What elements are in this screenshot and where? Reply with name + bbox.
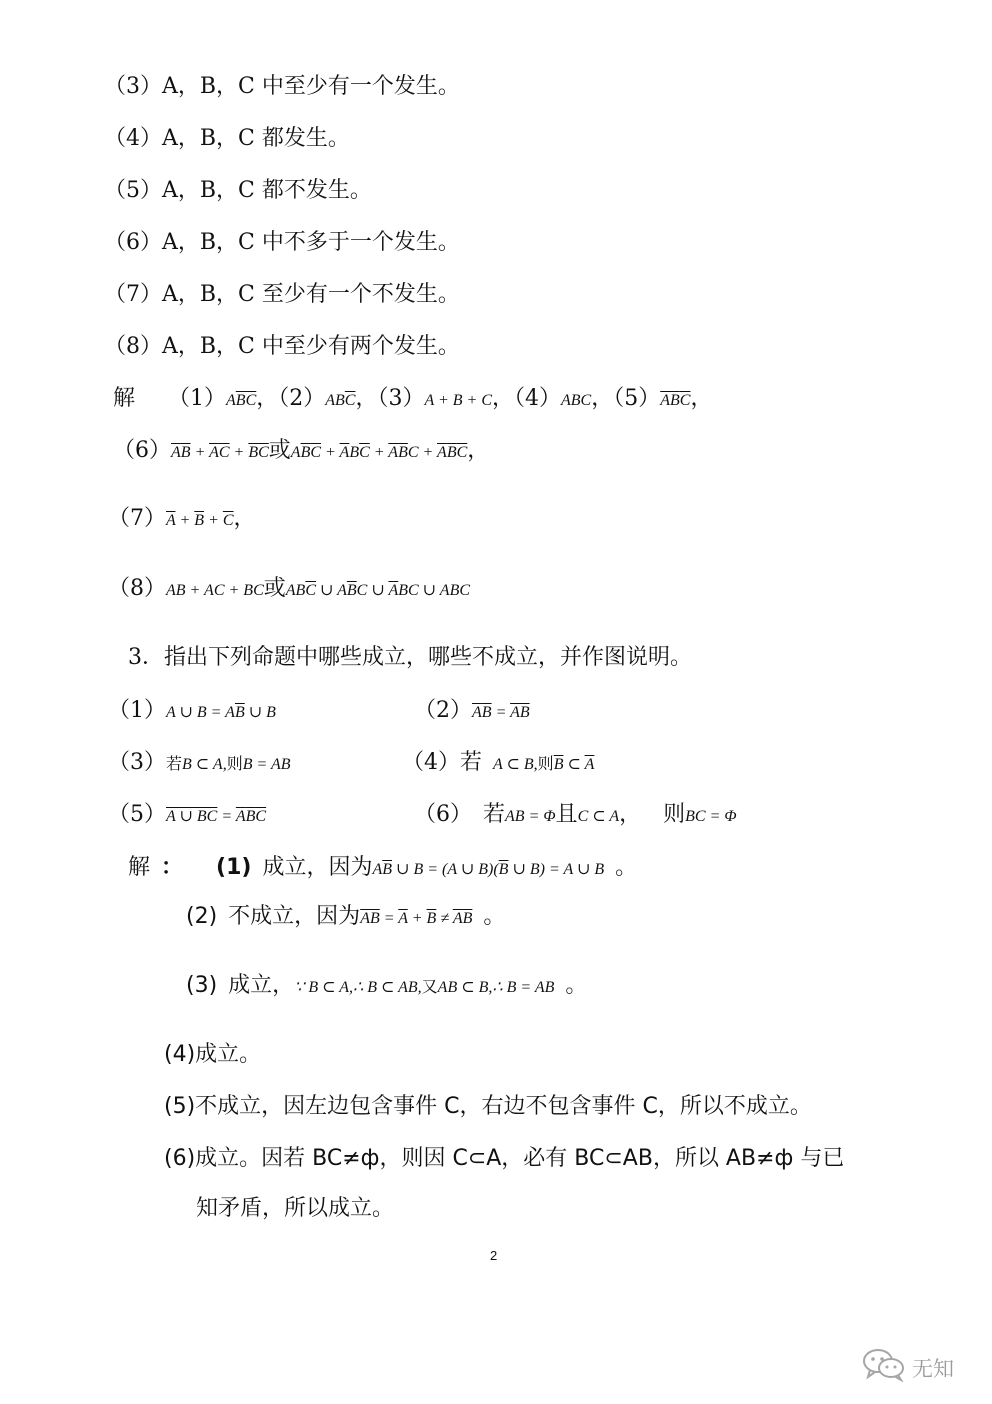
formula: ABC bbox=[561, 392, 592, 409]
formula: $A\overline{B}$ ∪ B = (A ∪ $B)(\overline{B}$ ∪ B) = A ∪ B bbox=[372, 861, 605, 878]
formula: A ⊂ B,则$\overline{B}$ ⊂ $\overline{A}$ bbox=[493, 756, 595, 773]
formula: A + B + C bbox=[424, 392, 492, 409]
watermark bbox=[862, 1348, 954, 1387]
solution-2-line-3: (3) 成立，∵ B ⊂ A,∴ B ⊂ AB,又AB ⊂ B,∴ B = AB 。 bbox=[186, 973, 588, 998]
formula: $AB\overline{C}$ bbox=[325, 392, 356, 409]
watermark-text: 无知 bbox=[912, 1356, 954, 1381]
formula: AB = Φ bbox=[505, 808, 556, 825]
proposition-2: $(2)\overline{A}\overline{B} = \overline{AB}$ bbox=[414, 698, 530, 723]
page-number: 2 bbox=[490, 1248, 498, 1263]
formula: BC = Φ bbox=[685, 808, 737, 825]
solution-2-line-6: (6)成立。因若 BC≠ф，则因 C⊂A，必有 BC⊂AB，所以 AB≠ф 与已 bbox=[164, 1146, 845, 1171]
problem-3-title: 3．指出下列命题中哪些成立，哪些不成立，并作图说明。 bbox=[128, 645, 692, 670]
solution-2-line-1: 解 ： (1) 成立，因为$A\overline{B}$ ∪ B = (A ∪ $B)(\overline{B}$ ∪ B) = A ∪ B 。 bbox=[128, 854, 638, 880]
formula: A ∪ $B = A\overline{B}$ ∪ B bbox=[166, 704, 276, 721]
solution-label: 解 bbox=[113, 386, 136, 411]
formula: C ⊂ A bbox=[577, 808, 620, 825]
solution-1-line-1: 解 $(1)A\overline{B}\overline{C}$，$(2)AB\overline{C}$，（3）A + B + C，（4）ABC，$(5)\overline{A}\overline{B}\overline{C}$， bbox=[113, 386, 713, 411]
formula: $\overline{A}\overline{B}\overline{C}$ bbox=[660, 392, 691, 409]
event-5: （5）A，B，C 都不发生。 bbox=[104, 178, 372, 203]
solution-2-line-4: (4)成立。 bbox=[164, 1042, 262, 1067]
solution-1-line-7: $(7)\overline{A} + \overline{B} + \overline{C}$， bbox=[108, 506, 256, 531]
formula: AB + AC + BC bbox=[166, 582, 264, 599]
formula: $A\overline{B}\overline{C} + \overline{A}B\overline{C} + \overline{A}\overline{B}C + \overline{A}\overline{B}\overline{C}$ bbox=[290, 444, 468, 461]
solution-label: 解 bbox=[128, 855, 151, 880]
event-4: （4）A，B，C 都发生。 bbox=[104, 126, 350, 151]
formula: 若B ⊂ A,则B = AB bbox=[166, 756, 291, 773]
proposition-5: （5）A ∪ BC = $\overline{A}\overline{B}\overline{C}$ bbox=[108, 802, 267, 827]
solution-1-line-8: （8）AB + AC + BC或$AB\overline{C}$ ∪ $A\overline{B}C$ ∪ $\overline{A}BC$ ∪ ABC bbox=[108, 576, 471, 601]
event-8: （8）A，B，C 中至少有两个发生。 bbox=[104, 334, 460, 359]
formula: ∵ B ⊂ A,∴ B ⊂ AB,又AB ⊂ B,∴ B = AB bbox=[294, 979, 555, 996]
event-6: （6）A，B，C 中不多于一个发生。 bbox=[104, 230, 460, 255]
formula: $\overline{A}\overline{B} = \overline{AB}$ bbox=[472, 704, 530, 721]
formula: $AB\overline{C}$ ∪ $A\overline{B}C$ ∪ $\overline{A}BC$ ∪ ABC bbox=[285, 582, 471, 599]
solution-2-line-5: (5)不成立，因左边包含事件 C，右边不包含事件 C，所以不成立。 bbox=[164, 1094, 812, 1119]
proposition-4: （4）若 A ⊂ B,则$\overline{B}$ ⊂ $\overline{A}$ bbox=[402, 750, 595, 775]
formula: $\overline{A}\overline{B} + \overline{A}\overline{C} + \overline{B}\overline{C}$ bbox=[171, 444, 269, 461]
wechat-icon bbox=[862, 1348, 906, 1387]
formula: $A\overline{B}\overline{C}$ bbox=[226, 392, 257, 409]
solution-2-line-2: (2) 不成立，因为$\overline{AB} = \overline{A} + \overline{B} \ne \overline{A}\overline{B}$ 。 bbox=[186, 904, 506, 929]
solution-2-line-6-cont: 知矛盾，所以成立。 bbox=[196, 1196, 395, 1221]
proposition-3: （3）若B ⊂ A,则B = AB bbox=[108, 750, 291, 775]
proposition-6: （6） 若AB = Φ且C ⊂ A， 则BC = Φ bbox=[414, 802, 737, 827]
proposition-1: （1）A ∪ $B = A\overline{B}$ ∪ B bbox=[108, 698, 276, 723]
solution-1-line-6: $(6)\overline{A}\overline{B} + \overline{A}\overline{C} + \overline{B}\overline{C}$或$A\overline{B}\overline{C} + \overline{A}B\overline{C} + \overline{A}\overline{B}C + \overline{A}\overline{B}\overline{C}$， bbox=[113, 438, 490, 463]
formula: $\overline{AB} = \overline{A} + \overline{B} \ne \overline{A}\overline{B}$ bbox=[360, 910, 473, 927]
event-3: （3）A，B，C 中至少有一个发生。 bbox=[104, 74, 460, 99]
formula: A ∪ BC = $\overline{A}\overline{B}\overline{C}$ bbox=[166, 808, 267, 825]
formula: $\overline{A} + \overline{B} + \overline{C}$ bbox=[166, 512, 234, 529]
event-7: （7）A，B，C 至少有一个不发生。 bbox=[104, 282, 460, 307]
